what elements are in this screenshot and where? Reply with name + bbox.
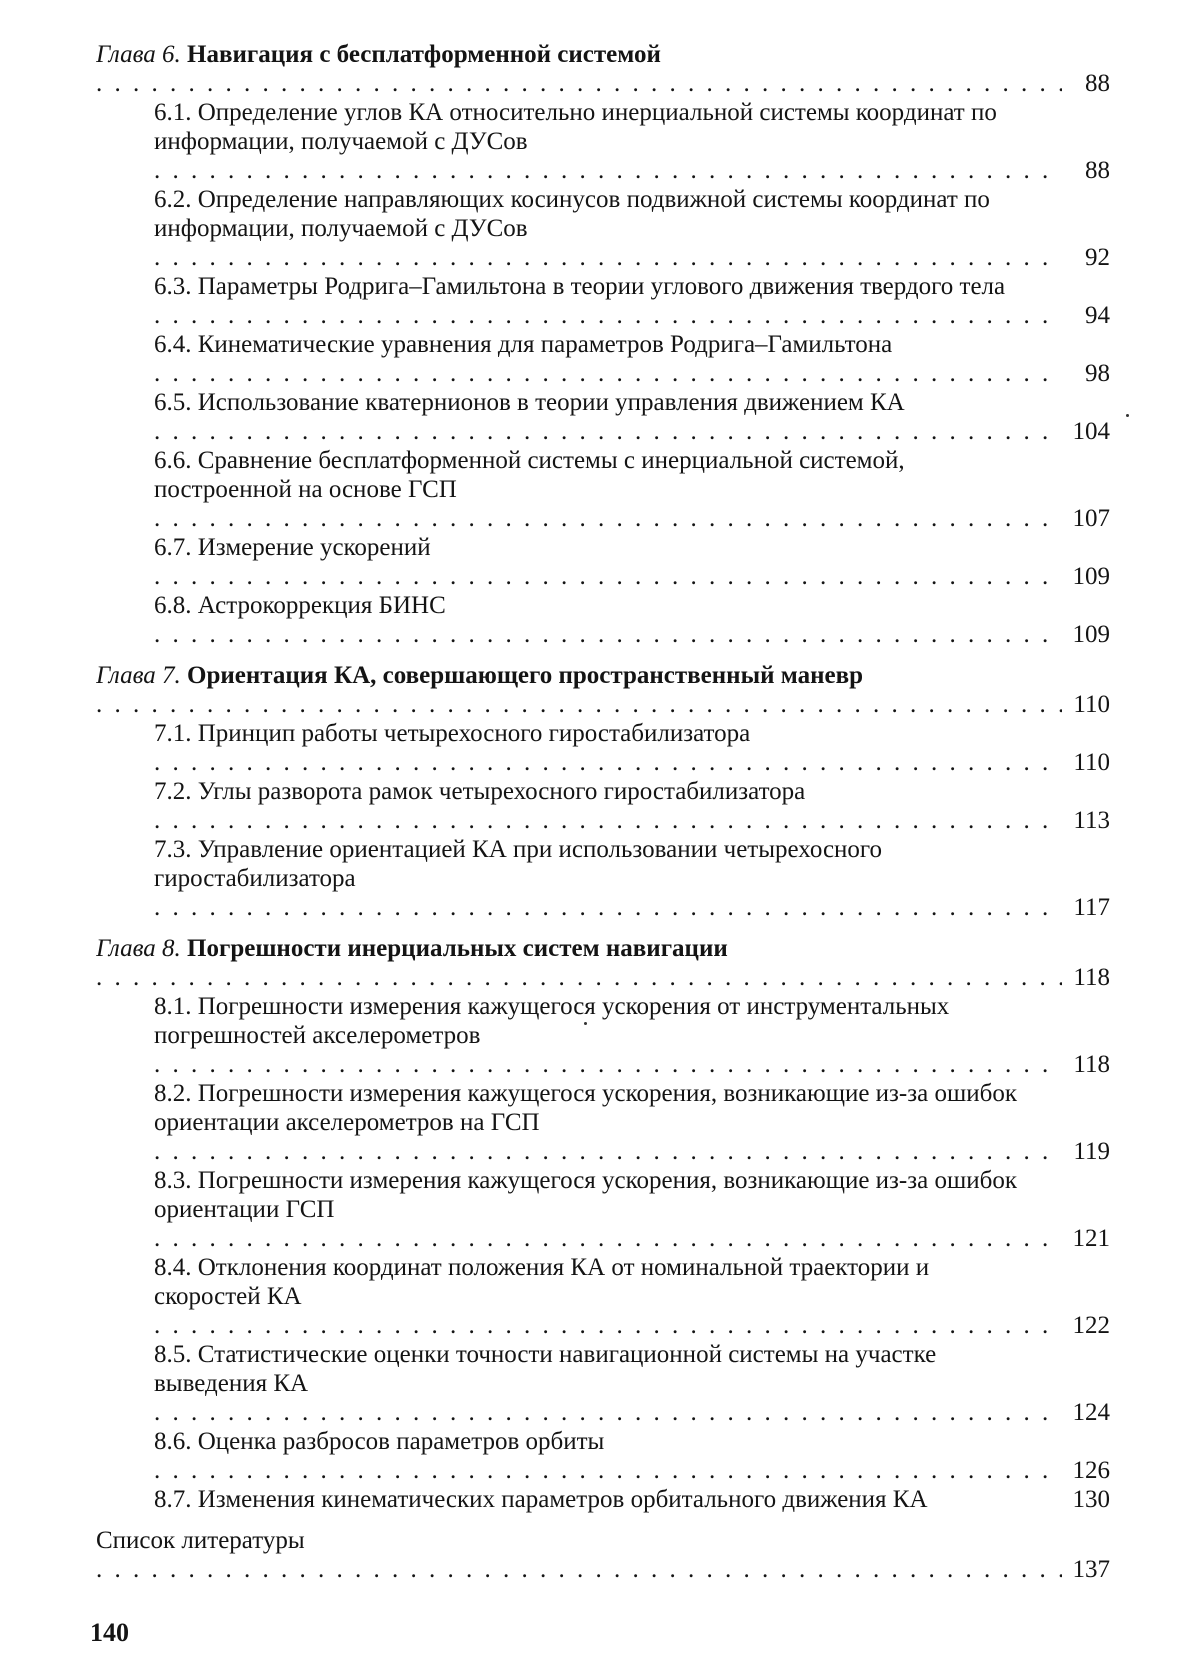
toc-section <box>96 1485 1110 1514</box>
section-title: 8.2. Погрешности измерения кажущегося ускорения, возникающие из-за ошибок ориентации акселерометров на ГСП <box>154 1080 1017 1136</box>
page-number: 104 <box>1072 418 1110 445</box>
print-speck <box>584 1022 587 1025</box>
toc-section <box>96 1340 1110 1427</box>
section-title: 6.5. Использование кватернионов в теории управления движением КА <box>154 389 905 416</box>
toc-section <box>96 1253 1110 1340</box>
bibliography-entry <box>96 1526 1110 1584</box>
section-title: 6.1. Определение углов КА относительно инерциальной системы координат по информации, получаемой с ДУСов <box>154 99 997 155</box>
page-number: 92 <box>1085 244 1110 271</box>
page-number: 88 <box>1085 70 1110 97</box>
chapter-heading <box>96 661 1110 719</box>
chapter-label: Глава 6. <box>96 41 181 68</box>
section-title: 8.7. Изменения кинематических параметров орбитального движения КА <box>154 1486 928 1513</box>
chapter-title: Навигация с бесплатформенной системой <box>187 41 661 68</box>
page-number: 119 <box>1073 1138 1110 1165</box>
toc-section <box>96 446 1110 533</box>
table-of-contents <box>96 40 1110 1584</box>
chapter-heading <box>96 40 1110 98</box>
toc-section <box>96 98 1110 185</box>
section-title: 7.1. Принцип работы четырехосного гиростабилизатора <box>154 720 751 747</box>
section-title: 8.5. Статистические оценки точности навигационной системы на участке выведения КА <box>154 1341 937 1397</box>
toc-section <box>96 777 1110 835</box>
page-number: 109 <box>1072 563 1110 590</box>
chapter-title: Ориентация КА, совершающего пространственный маневр <box>187 662 864 689</box>
toc-section <box>96 388 1110 446</box>
page-number: 110 <box>1073 691 1110 718</box>
print-speck <box>1126 414 1129 417</box>
page-number: 117 <box>1073 894 1110 921</box>
section-title: 8.3. Погрешности измерения кажущегося ускорения, возникающие из-за ошибок ориентации ГСП <box>154 1167 1017 1223</box>
toc-section <box>96 272 1110 330</box>
page-number: 118 <box>1073 1051 1110 1078</box>
chapter-8 <box>96 934 1110 1514</box>
page-number: 109 <box>1072 621 1110 648</box>
section-title: 6.7. Измерение ускорений <box>154 534 431 561</box>
page-number: 137 <box>1072 1556 1110 1583</box>
toc-section <box>96 591 1110 649</box>
page-folio-number: 140 <box>90 1618 129 1647</box>
page-number: 121 <box>1072 1225 1110 1252</box>
toc-section <box>96 992 1110 1079</box>
toc-section <box>96 1166 1110 1253</box>
chapter-label: Глава 8. <box>96 935 181 962</box>
section-title: 8.6. Оценка разбросов параметров орбиты <box>154 1428 605 1455</box>
page-number: 107 <box>1072 505 1110 532</box>
toc-section <box>96 330 1110 388</box>
section-title: 6.3. Параметры Родрига–Гамильтона в теории углового движения твердого тела <box>154 273 1006 300</box>
toc-section <box>96 185 1110 272</box>
section-title: 6.6. Сравнение бесплатформенной системы с инерциальной системой, построенной на основе ГСП <box>154 447 905 503</box>
section-title: 6.2. Определение направляющих косинусов подвижной системы координат по информации, получаемой с ДУСов <box>154 186 990 242</box>
page-number: 130 <box>1072 1486 1110 1513</box>
chapter-label: Глава 7. <box>96 662 181 689</box>
page-number: 110 <box>1073 749 1110 776</box>
toc-section <box>96 533 1110 591</box>
chapter-heading <box>96 934 1110 992</box>
chapter-7 <box>96 661 1110 922</box>
page-number: 122 <box>1072 1312 1110 1339</box>
bibliography-title: Список литературы <box>96 1527 305 1554</box>
section-title: 6.8. Астрокоррекция БИНС <box>154 592 446 619</box>
page-number: 94 <box>1085 302 1110 329</box>
toc-section <box>96 719 1110 777</box>
toc-section <box>96 1079 1110 1166</box>
page-number: 98 <box>1085 360 1110 387</box>
page-number: 118 <box>1073 964 1110 991</box>
toc-section <box>96 1427 1110 1485</box>
toc-section <box>96 835 1110 922</box>
section-title: 7.2. Углы разворота рамок четырехосного гиростабилизатора <box>154 778 806 805</box>
page-number: 113 <box>1073 807 1110 834</box>
section-title: 6.4. Кинематические уравнения для параметров Родрига–Гамильтона <box>154 331 893 358</box>
page-number: 88 <box>1085 157 1110 184</box>
page-number: 126 <box>1072 1457 1110 1484</box>
page-number: 124 <box>1072 1399 1110 1426</box>
chapter-title: Погрешности инерциальных систем навигации <box>187 935 728 962</box>
section-title: 8.1. Погрешности измерения кажущегося ускорения от инструментальных погрешностей акселерометров <box>154 993 950 1049</box>
chapter-6 <box>96 40 1110 649</box>
section-title: 8.4. Отклонения координат положения КА от номинальной траектории и скоростей КА <box>154 1254 930 1310</box>
section-title: 7.3. Управление ориентацией КА при использовании четырехосного гиростабилизатора <box>154 836 883 892</box>
